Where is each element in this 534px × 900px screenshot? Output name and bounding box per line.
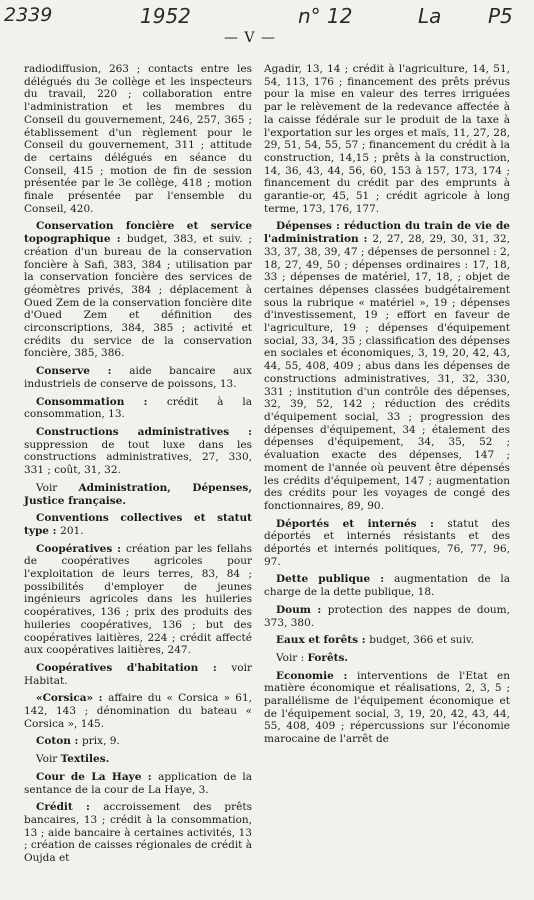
see-also-reference xyxy=(24,753,252,766)
index-entry-text: aide bancaire aux industriels de conserve de poissons, 13. xyxy=(24,365,252,390)
index-entry xyxy=(264,63,510,215)
index-entry-heading: Consommation : xyxy=(36,395,167,408)
index-entry xyxy=(264,670,510,746)
index-entry-text: 201. xyxy=(60,524,84,537)
index-entry xyxy=(24,801,252,865)
index-entry-heading: «Corsica» : xyxy=(36,692,109,705)
see-also-target: Textiles. xyxy=(60,753,110,766)
index-entry-text: création par les fellahs de coopératives agricoles pour l'exploitation de leurs terres, 83, 84 ; possibilités d'employer de jeunes ingénieurs agricoles dans les huileries coopératives, 136 ; prix des produits des huileries coopératives, 136 ; but des coopératives laitières, 224 ; crédit affecté aux coopératives laitières, 247. xyxy=(24,542,252,657)
handwritten-note-p5: P5 xyxy=(488,4,513,28)
index-entry xyxy=(264,573,510,598)
index-entry-text: budget, 366 et suiv. xyxy=(369,634,474,647)
index-entry-heading: Coopératives d'habitation : xyxy=(36,661,232,674)
index-entry xyxy=(24,426,252,477)
index-entry-heading: Déportés et internés : xyxy=(276,517,448,530)
index-entry-text: protection des nappes de doum, 373, 380. xyxy=(264,603,510,629)
index-entry xyxy=(24,771,252,796)
handwritten-note-index: 2339 xyxy=(4,4,53,26)
index-entry-heading: Economie : xyxy=(276,669,357,682)
index-entry-text: affaire du « Corsica » 61, 142, 143 ; dénomination du bateau « Corsica », 145. xyxy=(24,692,252,730)
index-entry-heading: Crédit : xyxy=(36,801,104,814)
index-entry-text: budget, 383, et suiv. ; création d'un bureau de la conservation foncière à Safi, 383, 384 ; utilisation par la conservation foncière des services de géomètres privés, 384 ; déplacement à Oued Zem de la conservation foncière dite d'Oued Zem et définition des circonscriptions, 384, 385 ; activité et crédits du service de la conservation foncière, 385, 386. xyxy=(24,233,252,360)
index-entry-text: voir Habitat. xyxy=(24,661,252,687)
left-column xyxy=(24,63,252,870)
index-entry-text: radiodiffusion, 263 ; contacts entre les délégués du 3e collège et les inspecteurs du travail, 220 ; collaboration entre l'administration et les membres du Conseil du gouvernement, 246, 257, 365 ; établissement d'un règlement pour le Conseil du gouvernement, 311 ; attitude de certains délégués en séance du Conseil, 415 ; motion de fin de session présentée par le 3e collège, 418 ; motion finale présentée par l'ensemble du Conseil, 420. xyxy=(24,63,252,215)
see-also-label: Voir xyxy=(36,481,79,494)
index-entry xyxy=(264,634,510,647)
see-also-label: Voir : xyxy=(276,651,308,664)
index-entry-heading: Coopératives : xyxy=(36,542,126,555)
handwritten-note-year: 1952 xyxy=(140,4,191,28)
index-entry-text: crédit à la consommation, 13. xyxy=(24,395,252,421)
handwritten-note-la: La xyxy=(418,4,442,28)
index-entry-heading: Dépenses : réduction du train de vie de l'administration : xyxy=(264,220,510,246)
index-entry-heading: Conventions collectives et statut type : xyxy=(24,512,252,537)
index-entry-heading: Cour de La Haye : xyxy=(36,770,159,783)
index-entry-text: 2, 27, 28, 29, 30, 31, 32, 33, 37, 38, 39, 47 ; dépenses de personnel : 2, 18, 27, 49, 50 ; dépenses ordinaires : 17, 18, 33 ; dépenses de matériel, 17, 18, ; objet de certaines dépenses classées budgétairement sous la rubrique « matériel », 19 ; dépenses d'investissement, 19 ; effort en faveur de l'agriculture, 19 ; dépenses d'équipement social, 33, 34, 35 ; classification des dépenses en sociales et économiques, 3, 19, 20, 42, 43, 44, 55, 408, 409 ; abus dans les dépenses de constructions administratives, 31, 32, 330, 331 ; institution d'un contrôle des dépenses, 32, 39, 52, 142 ; réduction des crédits d'équipement social, 33 ; progression des dépenses d'équipement, 34 ; étalement des dépenses d'équipement, 34, 35, 52 ; évaluation exacte des dépenses, 147 ; moment de l'année où peuvent être dépensés les crédits d'équipement, 147 ; augmentation des crédits pour les voyages de congé des fonctionnaires, 89, 90. xyxy=(264,233,510,512)
index-entry-heading: Coton : xyxy=(36,735,83,748)
index-entry-text: suppression de tout luxe dans les constructions administratives, 27, 330, 331 ; coût, 31, 32. xyxy=(24,438,252,477)
index-entry xyxy=(24,396,252,421)
index-entry xyxy=(24,63,252,215)
index-entry-heading: Doum : xyxy=(276,603,328,616)
index-entry-heading: Constructions administratives : xyxy=(36,425,252,438)
index-entry xyxy=(24,662,252,687)
index-entry-heading: Conserve : xyxy=(36,365,130,378)
index-entry-heading: Dette publique : xyxy=(276,573,395,586)
handwritten-note-number: n° 12 xyxy=(298,4,353,28)
index-entry xyxy=(24,735,252,748)
see-also-target: Administration, Dépenses, Justice française. xyxy=(24,481,252,507)
index-entry-text: prix, 9. xyxy=(82,735,120,748)
index-entry-text: interventions de l'Etat en matière économique et réalisations, 2, 3, 5 ; parallélisme de l'équipement économique et de l'équipement social, 3, 19, 20, 42, 43, 44, 55, 408, 409 ; répercussions sur l'économie marocaine de l'arrêt de xyxy=(264,669,510,746)
right-column xyxy=(264,63,510,751)
see-also-label: Voir xyxy=(36,753,61,766)
index-entry xyxy=(24,512,252,537)
index-entry xyxy=(264,518,510,569)
index-entry xyxy=(264,220,510,512)
see-also-target: Forêts. xyxy=(307,651,349,664)
index-entry xyxy=(24,543,252,657)
index-entry-text: statut des déportés et internés résistants et des déportés et internés politiques, 76, 77, 96, 97. xyxy=(264,517,510,568)
see-also-reference xyxy=(24,482,252,507)
index-entry-text: application de la sentance de la cour de La Haye, 3. xyxy=(24,770,252,796)
index-entry-heading: Conservation foncière et service topographique : xyxy=(24,220,252,246)
index-entry-text: accroissement des prêts bancaires, 13 ; crédit à la consommation, 13 ; aide bancaire à certaines activités, 13 ; création de caisses régionales de crédit à Oujda et xyxy=(24,801,252,865)
index-entry-heading: Eaux et forêts : xyxy=(276,634,370,647)
index-entry xyxy=(264,604,510,629)
index-entry xyxy=(24,692,252,730)
see-also-reference xyxy=(264,652,510,665)
index-entry xyxy=(24,365,252,390)
index-entry-text: Agadir, 13, 14 ; crédit à l'agriculture, 14, 51, 54, 113, 176 ; financement des prêts prévus pour la mise en valeur des terres irriguées par le relèvement de la redevance affectée à la caisse fédérale sur le produit de la taxe à l'exportation sur les orges et maïs, 11, 27, 28, 29, 51, 54, 55, 57 ; financement du crédit à la construction, 14,15 ; prêts à la construction, 14, 36, 43, 44, 56, 60, 153 à 157, 173, 174 ; financement du crédit par des emprunts à garantie-or, 45, 51 ; crédit agricole à long terme, 173, 176, 177. xyxy=(264,63,510,215)
page-number: — V — xyxy=(223,30,276,46)
index-entry xyxy=(24,220,252,360)
index-entry-text: augmentation de la charge de la dette publique, 18. xyxy=(264,573,510,599)
